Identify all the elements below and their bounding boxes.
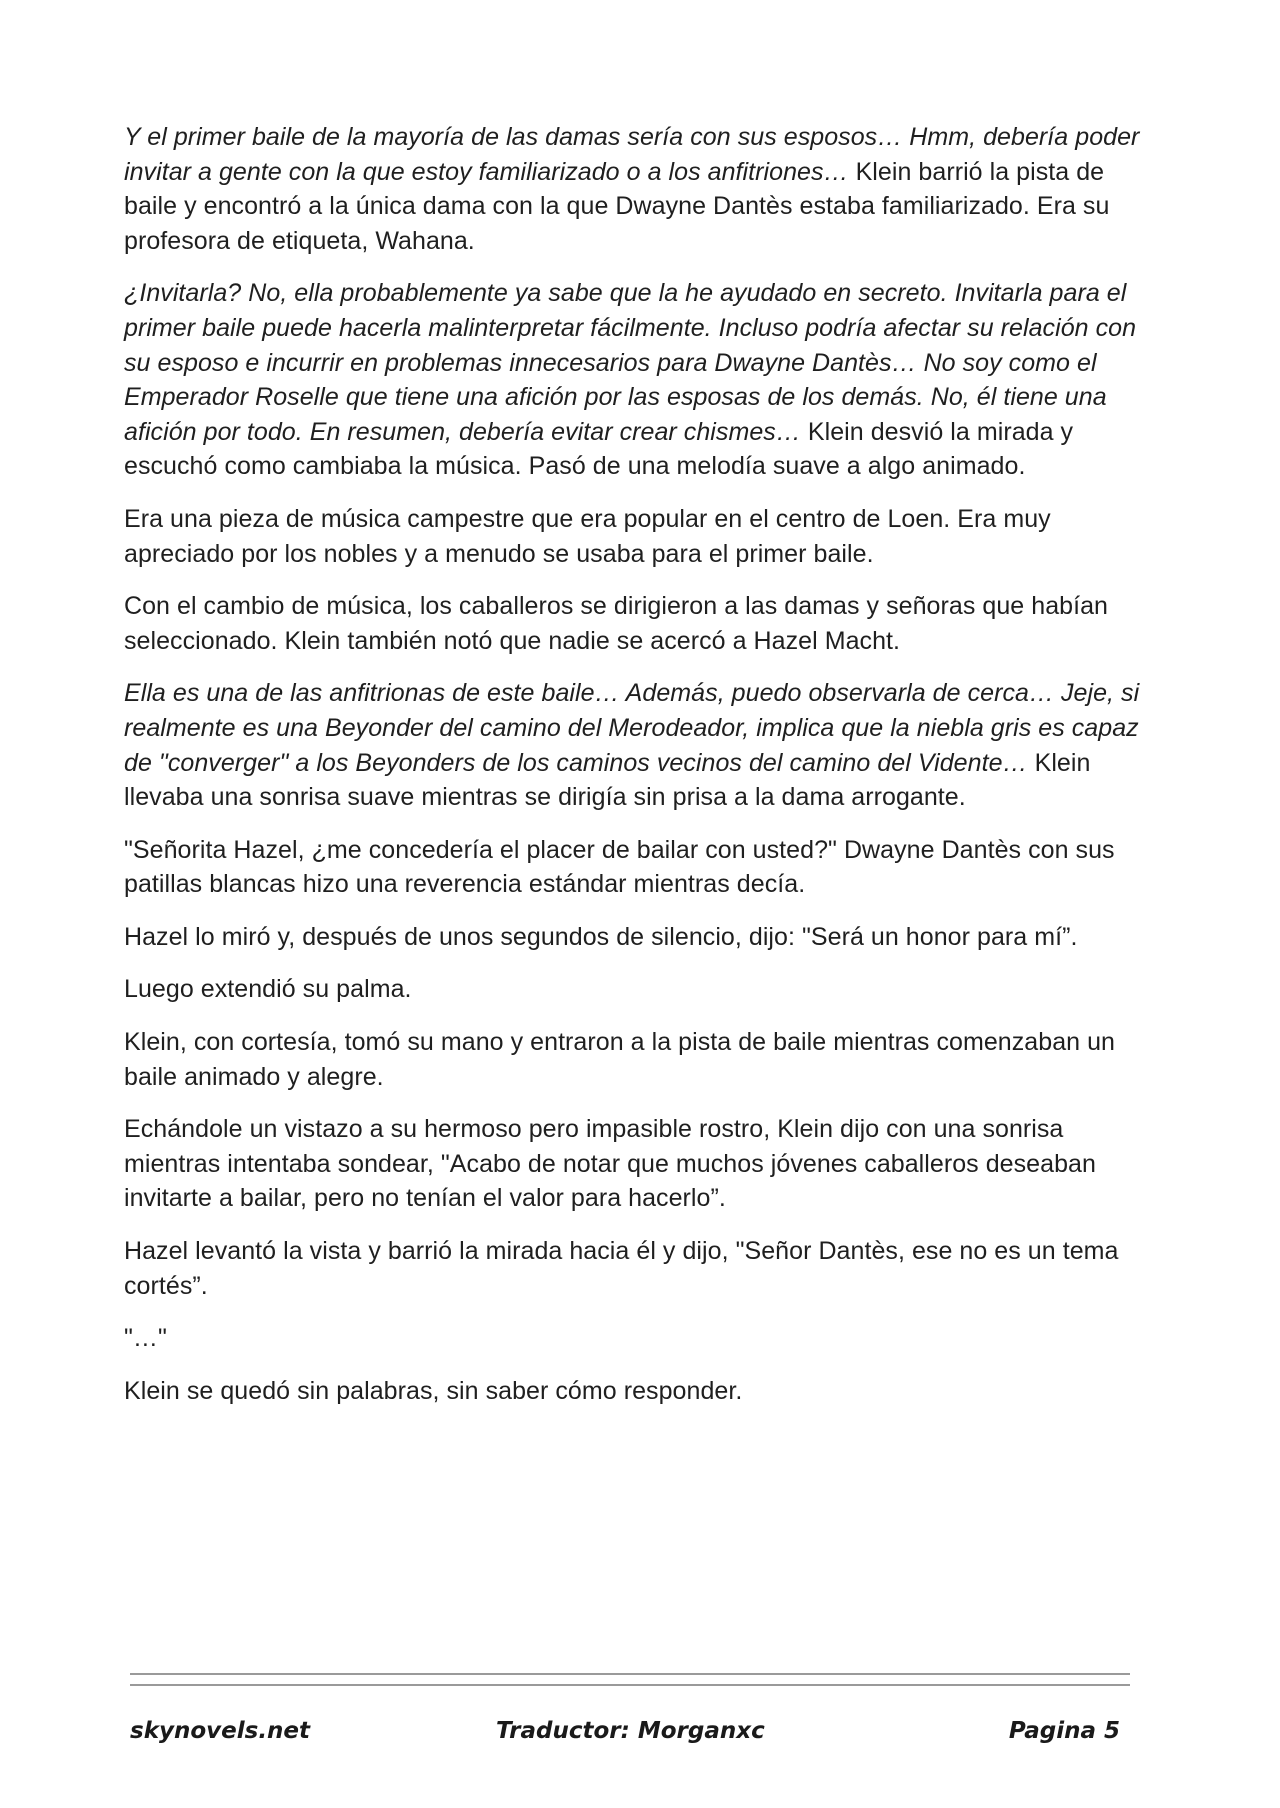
footer-rule-bottom (130, 1684, 1130, 1686)
page-footer (130, 1718, 1120, 1752)
narration-text: "Señorita Hazel, ¿me concedería el placer de bailar con usted?" Dwayne Dantès con sus patillas blancas hizo una reverencia estándar mientras decía. (124, 835, 1115, 899)
paragraph (124, 972, 1144, 1007)
narration-text: Luego extendió su palma. (124, 975, 412, 1004)
footer-divider (130, 1673, 1130, 1695)
narration-text: Klein llevaba una sonrisa suave mientras se dirigía sin prisa a la dama arrogante. (124, 748, 1091, 812)
paragraph (124, 1025, 1144, 1094)
paragraph (124, 1374, 1144, 1409)
paragraph (124, 1321, 1144, 1356)
document-body (124, 120, 1144, 1426)
inner-thought-text: Y el primer baile de la mayoría de las damas sería con sus esposos… Hmm, debería poder invitar a gente con la que estoy familiarizado o a los anfitriones… (124, 123, 1140, 186)
narration-text: Klein se quedó sin palabras, sin saber cómo responder. (124, 1376, 743, 1405)
paragraph (124, 833, 1144, 902)
footer-rule-top (130, 1673, 1130, 1675)
footer-page-number: Pagina 5 (1008, 1718, 1120, 1744)
paragraph (124, 920, 1144, 955)
narration-text: "…" (124, 1324, 167, 1353)
narration-text: Klein desvió la mirada y escuchó como cambiaba la música. Pasó de una melodía suave a algo animado. (124, 417, 1074, 481)
narration-text: Con el cambio de música, los caballeros se dirigieron a las damas y señoras que habían seleccionado. Klein también notó que nadie se acercó a Hazel Macht. (124, 592, 1108, 655)
footer-translator-credit: Traductor: Morganxc (496, 1718, 765, 1744)
narration-text: Klein barrió la pista de baile y encontró a la única dama con la que Dwayne Dantès estaba familiarizado. Era su profesora de etiqueta, Wahana. (124, 157, 1110, 255)
paragraph (124, 1112, 1144, 1216)
narration-text: Hazel lo miró y, después de unos segundos de silencio, dijo: "Será un honor para mí”. (124, 922, 1078, 951)
paragraph (124, 276, 1144, 484)
footer-site-name: skynovels.net (130, 1718, 311, 1744)
inner-thought-text: ¿Invitarla? No, ella probablemente ya sabe que la he ayudado en secreto. Invitarla para el primer baile puede hacerla malinterpretar fácilmente. Incluso podría afectar su relación con su esposo e incurrir en problemas innecesarios para Dwayne Dantès… No soy como el Emperador Roselle que tiene una afición por las esposas de los demás. No, él tiene una afición por todo. En resumen, debería evitar crear chismes… (124, 279, 1137, 446)
paragraph (124, 120, 1144, 258)
paragraph (124, 589, 1144, 658)
narration-text: Echándole un vistazo a su hermoso pero impasible rostro, Klein dijo con una sonrisa mientras intentaba sondear, "Acabo de notar que muchos jóvenes caballeros deseaban invitarte a bailar, pero no tenían el valor para hacerlo”. (124, 1115, 1096, 1213)
inner-thought-text: Ella es una de las anfitrionas de este baile… Además, puedo observarla de cerca… Jeje, si realmente es una Beyonder del camino del Merodeador, implica que la niebla gris es capaz de "converger" a los Beyonders de los caminos vecinos del camino del Vidente… (124, 679, 1140, 777)
narration-text: Hazel levantó la vista y barrió la mirada hacia él y dijo, "Señor Dantès, ese no es un tema cortés”. (124, 1237, 1119, 1300)
narration-text: Era una pieza de música campestre que era popular en el centro de Loen. Era muy apreciado por los nobles y a menudo se usaba para el primer baile. (124, 504, 1051, 568)
paragraph (124, 1234, 1144, 1303)
narration-text: Klein, con cortesía, tomó su mano y entraron a la pista de baile mientras comenzaban un baile animado y alegre. (124, 1028, 1116, 1091)
paragraph (124, 676, 1144, 814)
paragraph (124, 502, 1144, 571)
